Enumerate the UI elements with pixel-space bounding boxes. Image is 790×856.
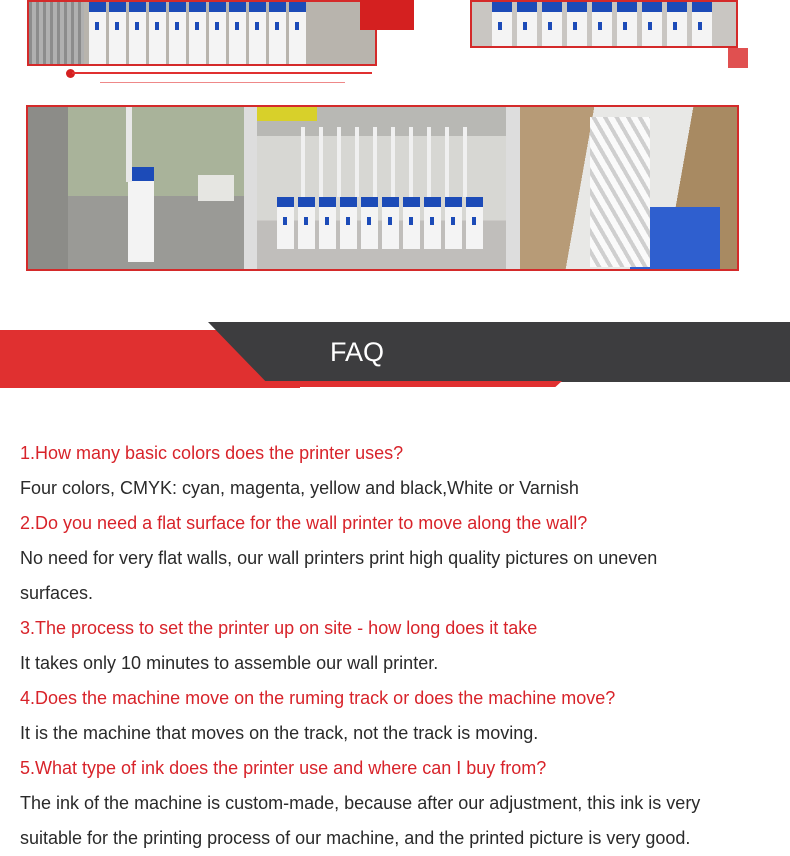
faq-question-1: 1.How many basic colors does the printer uses? — [20, 443, 404, 463]
faq-answer-4: It is the machine that moves on the track, not the track is moving. — [20, 723, 539, 743]
banner-red-underline — [230, 381, 562, 387]
faq-answer-2-cont: surfaces. — [20, 583, 94, 603]
decorative-line — [72, 72, 372, 74]
faq-answer-5: The ink of the machine is custom-made, because after our adjustment, this ink is very — [20, 793, 701, 813]
photo-strip — [26, 105, 739, 271]
product-photo-warehouse-cabinets — [27, 0, 377, 66]
faq-answer-1: Four colors, CMYK: cyan, magenta, yellow and black,White or Varnish — [20, 478, 579, 498]
faq-question-5: 5.What type of ink does the printer use and where can I buy from? — [20, 758, 547, 778]
product-photo-factory — [257, 107, 506, 269]
product-photo-cabinet-row — [470, 0, 738, 48]
product-photo-wall-printer — [28, 107, 244, 269]
product-photo-packaging — [520, 107, 739, 269]
faq-answer-5-cont: suitable for the printing process of our machine, and the printed picture is very good. — [20, 828, 691, 848]
banner-dark-band — [208, 322, 790, 382]
faq-question-2: 2.Do you need a flat surface for the wall printer to move along the wall? — [20, 513, 588, 533]
faq-answer-2: No need for very flat walls, our wall printers print high quality pictures on uneven — [20, 548, 658, 568]
red-accent-square — [728, 48, 748, 68]
faq-question-3: 3.The process to set the printer up on site - how long does it take — [20, 618, 538, 638]
faq-heading: FAQ — [329, 337, 384, 367]
faq-list — [20, 436, 780, 856]
faq-question-4: 4.Does the machine move on the ruming track or does the machine move? — [20, 688, 616, 708]
decorative-line-thin — [100, 82, 345, 83]
red-accent-block — [360, 0, 414, 30]
faq-answer-3: It takes only 10 minutes to assemble our wall printer. — [20, 653, 439, 673]
